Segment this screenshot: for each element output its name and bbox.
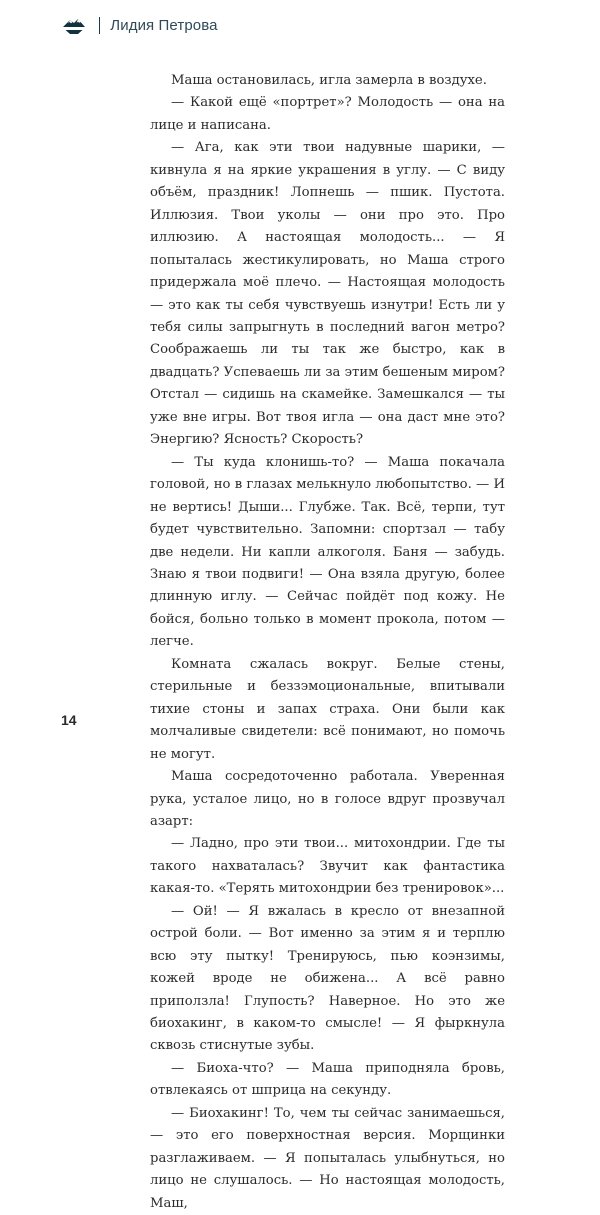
paragraph: — Ладно, про эти твои... митохондрии. Где ты такого нахваталась? Звучит как фантастика какая-то. «Терять митохондрии без тренировок»... (150, 836, 505, 897)
paragraph: — Ой! — Я вжалась в кресло от внезапной острой боли. — Вот именно за этим я и терплю всю эту пытку! Тренируюсь, пью коэнзимы, кожей вроде не обижена... А всё равно приползла! Глупость? Наверное. Но это же биохакинг, в каком-то смысле! — Я фыркнула сквозь стиснутые зубы. (150, 903, 505, 1054)
paragraph: Маша сосредоточенно работала. Уверенная рука, усталое лицо, но в голосе вдруг прозвучал азарт: (150, 769, 505, 829)
paragraph: Маша остановилась, игла замерла в воздухе. (171, 73, 487, 88)
paragraph: — Ага, как эти твои надувные шарики, — кивнула я на яркие украшения в углу. — С виду объём, праздник! Лопнешь — пшик. Пустота. Иллюзия. Твои уколы — они про это. Про иллюзию. А настоящая молодость... — Я попыталась жестикулировать, но Маша строго придержала моё плечо. — Настоящая молодость — это как ты себя чувствуешь изнутри! Есть ли у тебя силы запрыгнуть в последний вагон метро? Соображаешь ли ты так же быстро, как в двадцать? Успеваешь ли за этим бешеным миром? Отстал — сидишь на скамейке. Замешкался — ты уже вне игры. Вот твоя игла — она даст мне это? Энергию? Ясность? Скорость? (150, 140, 505, 448)
body-text (150, 70, 505, 1215)
author-name: Лидия Петрова (110, 16, 218, 34)
paragraph: — Биоха-что? — Маша приподняла бровь, отвлекаясь от шприца на секунду. (150, 1060, 505, 1099)
paragraph: — Биохакинг! То, чем ты сейчас занимаешься, — это его поверхностная версия. Морщинки разглаживаем. — Я попыталась улыбнуться, но лицо не слушалось. — Но настоящая молодость, Маш, (150, 1105, 505, 1211)
paragraph: — Ты куда клонишь-то? — Маша покачала головой, но в глазах мелькнуло любопытство. — И не вертись! Дыши... Глубже. Так. Всё, терпи, тут будет чувствительно. Запомни: спортзал — табу две недели. Ни капли алкоголя. Баня — забудь. Знаю я твои подвиги! — Она взяла другую, более длинную иглу. — Сейчас пойдёт под кожу. Не бойся, больно только в момент прокола, потом — легче. (150, 454, 505, 650)
paragraph: Комната сжалась вокруг. Белые стены, стерильные и беззэмоциональные, впитывали тихие стоны и запах страха. Они были как молчаливые свидетели: всё понимают, но помочь не могут. (150, 656, 505, 762)
header-divider (99, 17, 100, 34)
paragraph: — Какой ещё «портрет»? Молодость — она на лице и написана. (150, 95, 505, 133)
running-header (62, 12, 218, 38)
mountain-logo-icon (62, 14, 86, 36)
page-number: 14 (61, 712, 77, 728)
